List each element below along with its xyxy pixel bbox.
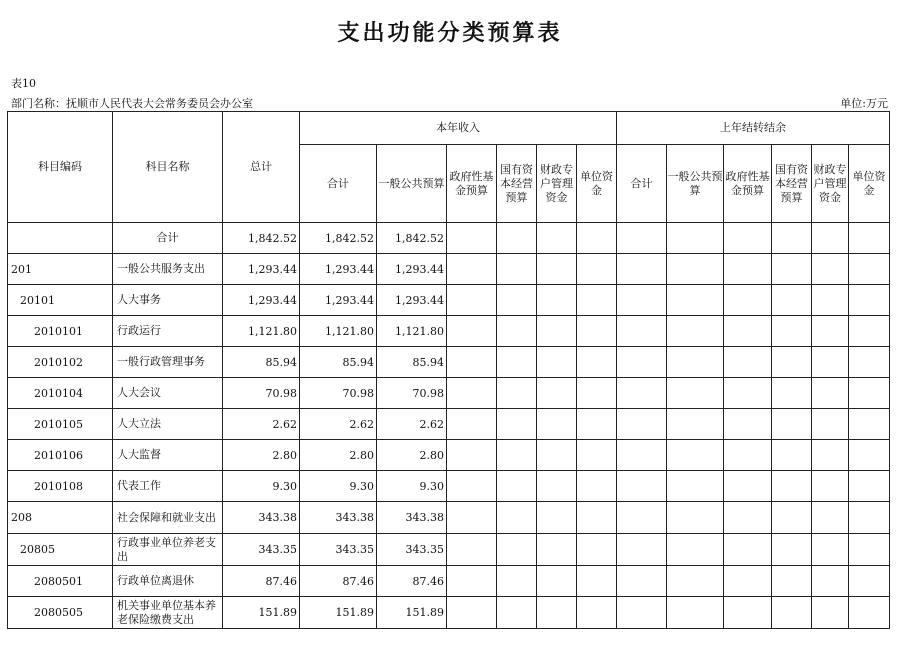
empty-cell: [724, 316, 772, 347]
empty-cell: [617, 285, 667, 316]
row-total: 2.62: [223, 409, 300, 440]
table-row: [8, 566, 890, 597]
row-name: 行政事业单位养老支出: [113, 534, 223, 566]
empty-cell: [812, 471, 849, 502]
row-sum: 9.30: [300, 471, 377, 502]
empty-cell: [772, 223, 812, 254]
empty-cell: [772, 502, 812, 534]
empty-cell: [497, 316, 537, 347]
row-code: [8, 223, 113, 254]
table-row: [8, 316, 890, 347]
empty-cell: [617, 534, 667, 566]
empty-cell: [724, 285, 772, 316]
empty-cell: [447, 378, 497, 409]
empty-cell: [617, 378, 667, 409]
empty-cell: [849, 347, 890, 378]
empty-cell: [447, 534, 497, 566]
empty-cell: [724, 440, 772, 471]
row-sum: 2.62: [300, 409, 377, 440]
empty-cell: [812, 285, 849, 316]
empty-cell: [772, 471, 812, 502]
table-number: 表10: [11, 77, 36, 90]
budget-table: [7, 111, 890, 629]
table-row: [8, 502, 890, 534]
empty-cell: [772, 409, 812, 440]
empty-cell: [772, 440, 812, 471]
empty-cell: [812, 409, 849, 440]
empty-cell: [812, 502, 849, 534]
empty-cell: [667, 566, 724, 597]
table-row: [8, 285, 890, 316]
row-total: 1,293.44: [223, 254, 300, 285]
row-code: 20101: [8, 285, 113, 316]
row-general: 2.62: [377, 409, 447, 440]
empty-cell: [497, 223, 537, 254]
empty-cell: [577, 534, 617, 566]
row-code: 20805: [8, 534, 113, 566]
empty-cell: [537, 316, 577, 347]
empty-cell: [667, 378, 724, 409]
row-sum: 343.35: [300, 534, 377, 566]
header-prev-sum: 合计: [617, 145, 667, 223]
row-general: 1,293.44: [377, 285, 447, 316]
empty-cell: [497, 378, 537, 409]
table-row: [8, 347, 890, 378]
empty-cell: [812, 597, 849, 629]
empty-cell: [447, 254, 497, 285]
empty-cell: [537, 502, 577, 534]
row-name: 人大立法: [113, 409, 223, 440]
row-total: 87.46: [223, 566, 300, 597]
empty-cell: [667, 597, 724, 629]
empty-cell: [577, 254, 617, 285]
empty-cell: [447, 566, 497, 597]
row-code: 2080505: [8, 597, 113, 629]
table-row: [8, 223, 890, 254]
empty-cell: [617, 316, 667, 347]
empty-cell: [724, 566, 772, 597]
page-title: 支出功能分类预算表: [337, 21, 563, 46]
row-name: 一般公共服务支出: [113, 254, 223, 285]
empty-cell: [667, 254, 724, 285]
header-cur-fiscal-special: 财政专户管理资金: [537, 145, 577, 223]
empty-cell: [849, 378, 890, 409]
row-total: 343.38: [223, 502, 300, 534]
empty-cell: [667, 285, 724, 316]
empty-cell: [497, 285, 537, 316]
department-name: 部门名称：抚顺市人民代表大会常务委员会办公室: [11, 97, 253, 110]
row-code: 2080501: [8, 566, 113, 597]
row-general: 1,293.44: [377, 254, 447, 285]
header-cur-general: 一般公共预算: [377, 145, 447, 223]
empty-cell: [724, 223, 772, 254]
header-total: 总计: [223, 112, 300, 223]
empty-cell: [497, 254, 537, 285]
empty-cell: [617, 597, 667, 629]
empty-cell: [617, 471, 667, 502]
row-sum: 1,121.80: [300, 316, 377, 347]
row-sum: 151.89: [300, 597, 377, 629]
empty-cell: [849, 502, 890, 534]
row-sum: 85.94: [300, 347, 377, 378]
empty-cell: [849, 285, 890, 316]
empty-cell: [667, 347, 724, 378]
empty-cell: [447, 223, 497, 254]
empty-cell: [772, 597, 812, 629]
empty-cell: [812, 254, 849, 285]
empty-cell: [812, 440, 849, 471]
row-general: 87.46: [377, 566, 447, 597]
empty-cell: [537, 285, 577, 316]
empty-cell: [537, 566, 577, 597]
empty-cell: [667, 471, 724, 502]
unit-label: 单位:万元: [840, 97, 888, 110]
row-code: 2010106: [8, 440, 113, 471]
row-sum: 87.46: [300, 566, 377, 597]
empty-cell: [849, 566, 890, 597]
empty-cell: [617, 409, 667, 440]
empty-cell: [849, 440, 890, 471]
empty-cell: [537, 347, 577, 378]
empty-cell: [447, 502, 497, 534]
header-code: 科目编码: [8, 112, 113, 223]
empty-cell: [849, 534, 890, 566]
header-carryover: 上年结转结余: [617, 112, 890, 145]
empty-cell: [849, 597, 890, 629]
empty-cell: [617, 347, 667, 378]
row-total: 343.35: [223, 534, 300, 566]
empty-cell: [667, 502, 724, 534]
empty-cell: [497, 566, 537, 597]
empty-cell: [577, 347, 617, 378]
empty-cell: [617, 566, 667, 597]
table-row: [8, 597, 890, 629]
header-cur-sum: 合计: [300, 145, 377, 223]
empty-cell: [447, 440, 497, 471]
header-prev-fiscal-special: 财政专户管理资金: [812, 145, 849, 223]
empty-cell: [812, 566, 849, 597]
empty-cell: [537, 471, 577, 502]
empty-cell: [772, 316, 812, 347]
empty-cell: [537, 378, 577, 409]
empty-cell: [447, 597, 497, 629]
empty-cell: [849, 254, 890, 285]
empty-cell: [812, 316, 849, 347]
row-sum: 343.38: [300, 502, 377, 534]
empty-cell: [772, 534, 812, 566]
empty-cell: [724, 347, 772, 378]
header-name: 科目名称: [113, 112, 223, 223]
empty-cell: [447, 285, 497, 316]
row-sum: 1,293.44: [300, 285, 377, 316]
row-total: 9.30: [223, 471, 300, 502]
empty-cell: [724, 409, 772, 440]
empty-cell: [812, 223, 849, 254]
empty-cell: [724, 471, 772, 502]
empty-cell: [577, 285, 617, 316]
row-general: 2.80: [377, 440, 447, 471]
empty-cell: [577, 471, 617, 502]
table-row: [8, 378, 890, 409]
row-total: 85.94: [223, 347, 300, 378]
row-general: 1,121.80: [377, 316, 447, 347]
row-name: 人大会议: [113, 378, 223, 409]
row-code: 2010105: [8, 409, 113, 440]
row-general: 85.94: [377, 347, 447, 378]
empty-cell: [812, 534, 849, 566]
header-prev-fund: 政府性基金预算: [724, 145, 772, 223]
empty-cell: [577, 502, 617, 534]
row-name: 代表工作: [113, 471, 223, 502]
empty-cell: [849, 471, 890, 502]
empty-cell: [667, 223, 724, 254]
row-sum: 70.98: [300, 378, 377, 409]
row-general: 1,842.52: [377, 223, 447, 254]
empty-cell: [537, 223, 577, 254]
row-sum: 2.80: [300, 440, 377, 471]
row-name: 人大事务: [113, 285, 223, 316]
row-code: 208: [8, 502, 113, 534]
empty-cell: [447, 471, 497, 502]
empty-cell: [617, 223, 667, 254]
empty-cell: [667, 409, 724, 440]
empty-cell: [497, 440, 537, 471]
row-sum: 1,842.52: [300, 223, 377, 254]
empty-cell: [537, 254, 577, 285]
empty-cell: [724, 597, 772, 629]
empty-cell: [447, 316, 497, 347]
table-row: [8, 440, 890, 471]
row-general: 9.30: [377, 471, 447, 502]
empty-cell: [497, 347, 537, 378]
empty-cell: [724, 534, 772, 566]
header-current-income: 本年收入: [300, 112, 617, 145]
row-code: 2010104: [8, 378, 113, 409]
empty-cell: [577, 378, 617, 409]
empty-cell: [577, 223, 617, 254]
empty-cell: [537, 440, 577, 471]
row-name: 机关事业单位基本养老保险缴费支出: [113, 597, 223, 629]
table-row: [8, 534, 890, 566]
empty-cell: [537, 534, 577, 566]
row-code: 2010108: [8, 471, 113, 502]
row-name: 行政运行: [113, 316, 223, 347]
empty-cell: [849, 409, 890, 440]
empty-cell: [577, 597, 617, 629]
table-row: [8, 254, 890, 285]
header-prev-unit-funds: 单位资金: [849, 145, 890, 223]
table-row: [8, 471, 890, 502]
empty-cell: [617, 440, 667, 471]
empty-cell: [724, 378, 772, 409]
empty-cell: [497, 471, 537, 502]
empty-cell: [577, 566, 617, 597]
row-code: 2010101: [8, 316, 113, 347]
empty-cell: [447, 409, 497, 440]
empty-cell: [812, 378, 849, 409]
empty-cell: [667, 316, 724, 347]
row-code: 201: [8, 254, 113, 285]
row-total: 1,293.44: [223, 285, 300, 316]
empty-cell: [849, 316, 890, 347]
empty-cell: [577, 440, 617, 471]
empty-cell: [447, 347, 497, 378]
empty-cell: [772, 285, 812, 316]
row-general: 343.38: [377, 502, 447, 534]
row-general: 343.35: [377, 534, 447, 566]
empty-cell: [497, 597, 537, 629]
empty-cell: [667, 534, 724, 566]
empty-cell: [497, 534, 537, 566]
empty-cell: [577, 409, 617, 440]
row-name: 行政单位离退休: [113, 566, 223, 597]
row-total: 1,842.52: [223, 223, 300, 254]
empty-cell: [537, 409, 577, 440]
row-code: 2010102: [8, 347, 113, 378]
row-name: 社会保障和就业支出: [113, 502, 223, 534]
empty-cell: [772, 347, 812, 378]
header-prev-general: 一般公共预算: [667, 145, 724, 223]
table-row: [8, 409, 890, 440]
row-name: 人大监督: [113, 440, 223, 471]
empty-cell: [617, 502, 667, 534]
empty-cell: [537, 597, 577, 629]
empty-cell: [772, 254, 812, 285]
row-general: 70.98: [377, 378, 447, 409]
row-name: 合计: [113, 223, 223, 254]
header-prev-state-capital: 国有资本经营预算: [772, 145, 812, 223]
empty-cell: [849, 223, 890, 254]
empty-cell: [617, 254, 667, 285]
empty-cell: [724, 254, 772, 285]
empty-cell: [497, 409, 537, 440]
empty-cell: [772, 378, 812, 409]
row-general: 151.89: [377, 597, 447, 629]
row-sum: 1,293.44: [300, 254, 377, 285]
row-name: 一般行政管理事务: [113, 347, 223, 378]
empty-cell: [577, 316, 617, 347]
empty-cell: [724, 502, 772, 534]
header-cur-fund: 政府性基金预算: [447, 145, 497, 223]
empty-cell: [667, 440, 724, 471]
header-cur-state-capital: 国有资本经营预算: [497, 145, 537, 223]
header-cur-unit-funds: 单位资金: [577, 145, 617, 223]
empty-cell: [497, 502, 537, 534]
row-total: 70.98: [223, 378, 300, 409]
row-total: 2.80: [223, 440, 300, 471]
row-total: 1,121.80: [223, 316, 300, 347]
row-total: 151.89: [223, 597, 300, 629]
empty-cell: [812, 347, 849, 378]
empty-cell: [772, 566, 812, 597]
